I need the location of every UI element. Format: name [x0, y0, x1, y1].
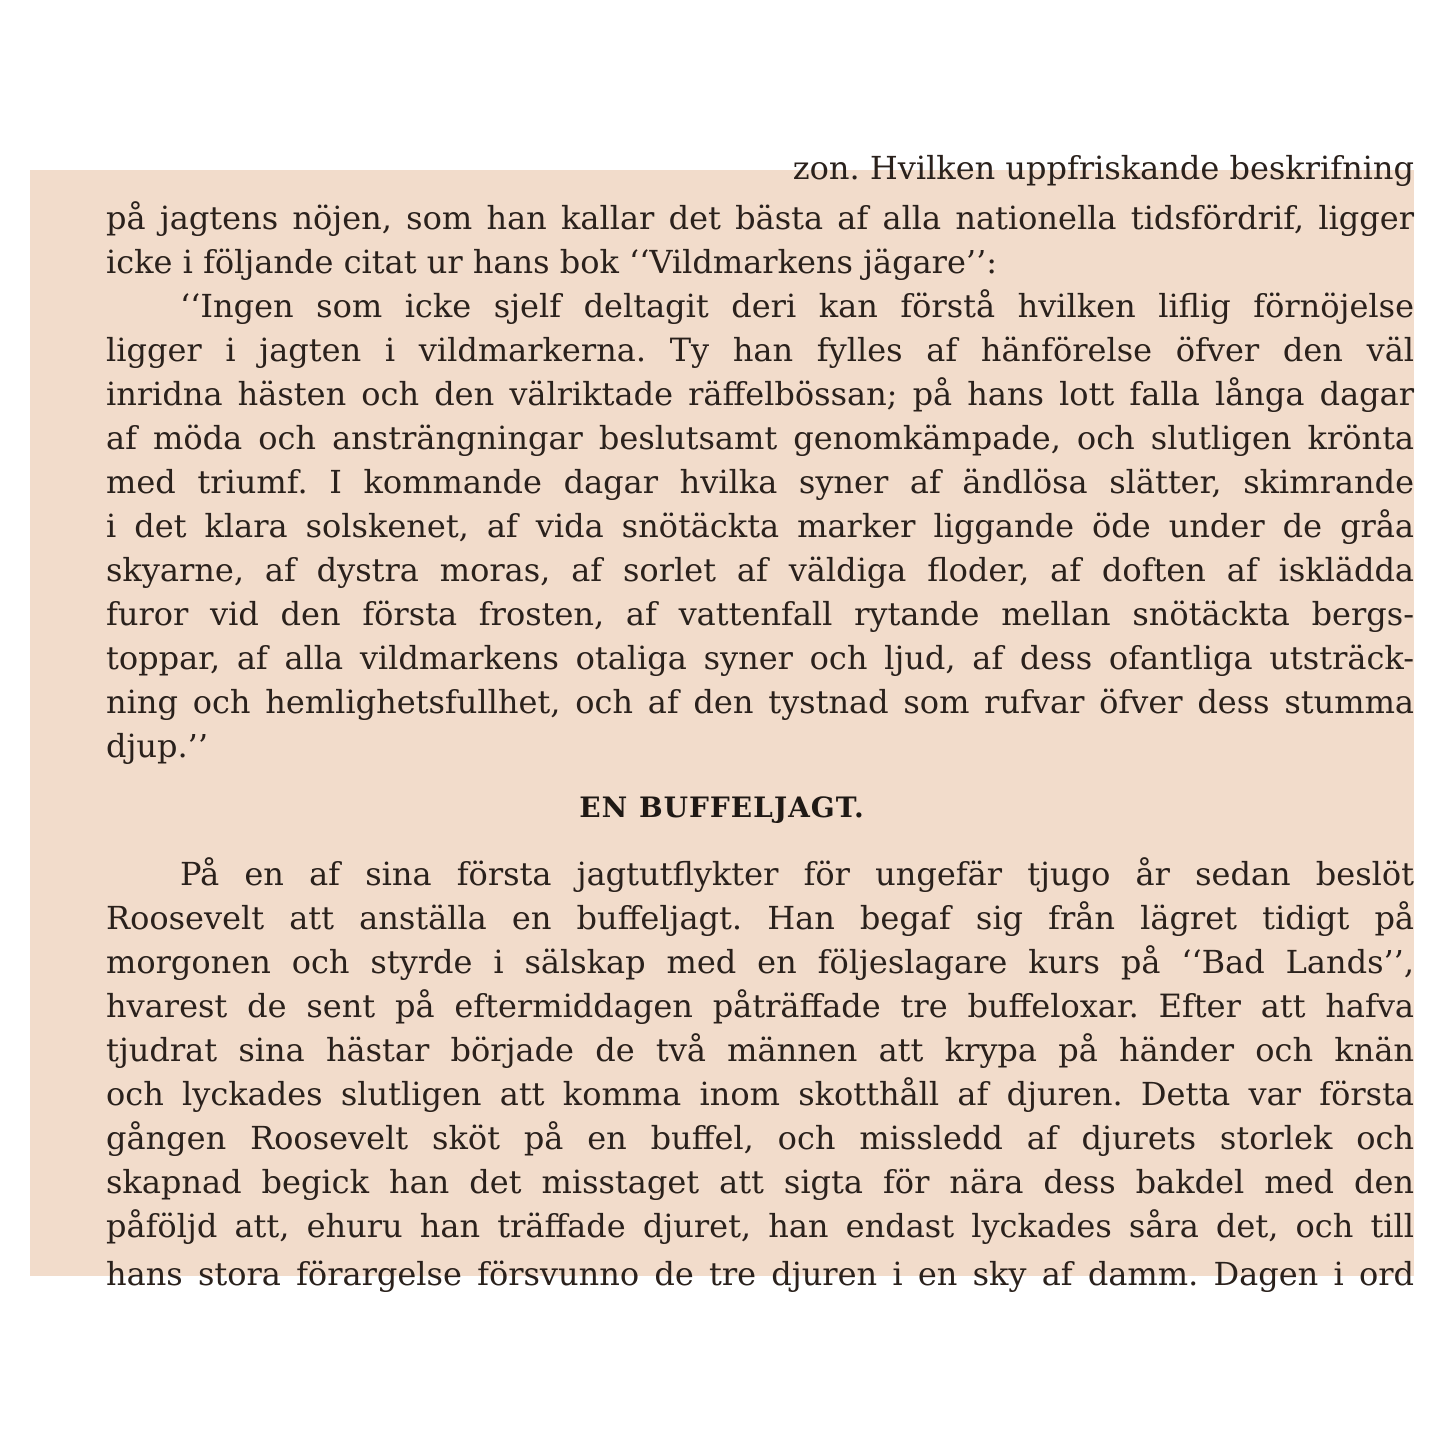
text-line: hvarest de sent på eftermiddagen påträffade tre buffeloxar. Efter att hafva: [106, 987, 1414, 1025]
quote-line: skyarne, af dystra moras, af sorlet af väldiga floder, af doften af isklädda: [106, 551, 1414, 589]
text-line: påföljd att, ehuru han träffade djuret, han endast lyckades såra det, och till: [106, 1207, 1414, 1245]
text-line: och lyckades slutligen att komma inom skotthåll af djuren. Detta var första: [106, 1075, 1414, 1113]
quote-line: furor vid den första frosten, af vattenfall rytande mellan snötäckta bergs-: [106, 595, 1414, 633]
cut-top-line: zon. Hvilken uppfriskande beskrifning: [792, 149, 1414, 187]
quote-line: ning och hemlighetsfullhet, och af den tystnad som rufvar öfver dess stumma: [106, 683, 1414, 721]
quote-line: djup.’’: [106, 727, 209, 765]
text-line: morgonen och styrde i sälskap med en följeslagare kurs på ‘‘Bad Lands’’,: [106, 943, 1414, 981]
text-line: på jagtens nöjen, som han kallar det bästa af alla nationella tidsfördrif, ligger: [106, 199, 1414, 237]
quote-line: med triumf. I kommande dagar hvilka syner af ändlösa slätter, skimrande: [106, 463, 1414, 501]
cut-bottom-line: hans stora förargelse försvunno de tre djuren i en sky af damm. Dagen i ord: [106, 1255, 1414, 1293]
section-heading: EN BUFFELJAGT.: [579, 791, 865, 824]
quote-line: i det klara solskenet, af vida snötäckta marker liggande öde under de gråa: [106, 507, 1414, 545]
quote-line: ‘‘Ingen som icke sjelf deltagit deri kan förstå hvilken liflig förnöjelse: [180, 287, 1414, 325]
text-line: gången Roosevelt sköt på en buffel, och missledd af djurets storlek och: [106, 1119, 1414, 1157]
text-line: skapnad begick han det misstaget att sigta för nära dess bakdel med den: [106, 1163, 1414, 1201]
text-line: tjudrat sina hästar började de två männen att krypa på händer och knän: [106, 1031, 1414, 1069]
quote-line: af möda och ansträngningar beslutsamt genomkämpade, och slutligen krönta: [106, 419, 1414, 457]
text-line: Roosevelt att anställa en buffeljagt. Han begaf sig från lägret tidigt på: [106, 899, 1414, 937]
book-page-scan: [30, 149, 1414, 1293]
text-line: På en af sina första jagtutflykter för ungefär tjugo år sedan beslöt: [180, 855, 1414, 893]
quote-line: toppar, af alla vildmarkens otaliga syner och ljud, af dess ofantliga utsträck-: [106, 639, 1414, 677]
quote-line: ligger i jagten i vildmarkerna. Ty han fylles af hänförelse öfver den väl: [106, 331, 1414, 369]
quote-line: inridna hästen och den välriktade räffelbössan; på hans lott falla långa dagar: [106, 375, 1414, 413]
text-line: icke i följande citat ur hans bok ‘‘Vildmarkens jägare’’:: [106, 243, 998, 281]
